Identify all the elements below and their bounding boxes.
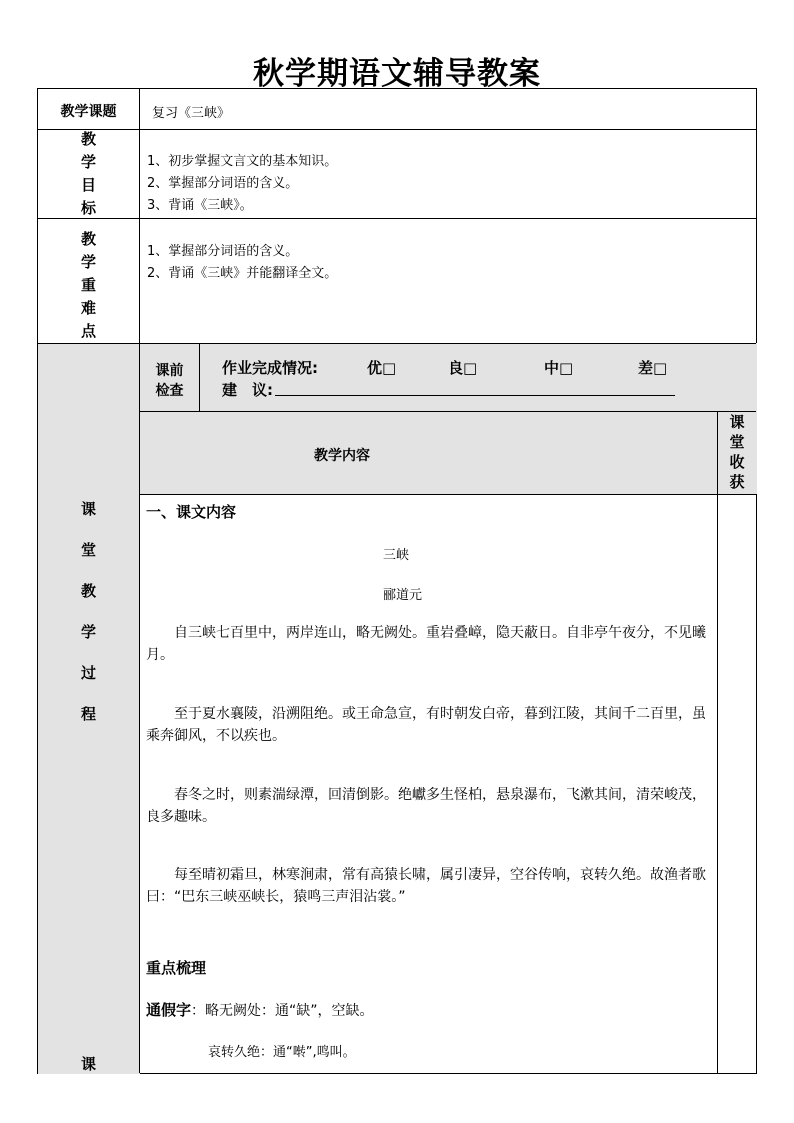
gains-label-char: 堂 <box>729 433 745 451</box>
gains-label-char: 收 <box>729 453 745 471</box>
process-label <box>38 489 139 735</box>
tongjia-line-2: 哀转久绝：通“啭”,鸣叫。 <box>208 1045 356 1060</box>
key-points-label-char: 难 <box>80 299 96 317</box>
process-label-char: 教 <box>80 582 96 600</box>
poem-title: 三峡 <box>383 548 410 563</box>
key-points-label-char: 教 <box>80 230 96 248</box>
section-heading-text: 一、课文内容 <box>146 503 237 521</box>
goals-list <box>147 151 337 217</box>
gains-label <box>718 412 756 492</box>
precheck-label-line: 检查 <box>155 383 184 399</box>
rating-excellent[interactable]: 优□ <box>367 359 397 377</box>
row-divider <box>140 494 756 495</box>
process-label-char: 程 <box>80 705 96 723</box>
rating-average[interactable]: 中□ <box>544 359 574 377</box>
tongjia-label: 通假字 <box>146 1001 192 1019</box>
precheck-label-line: 课前 <box>155 363 184 379</box>
rating-good[interactable]: 良□ <box>448 359 478 377</box>
goals-label-char: 教 <box>80 130 96 148</box>
col-divider <box>199 343 200 411</box>
content-header: 教学内容 <box>314 448 370 464</box>
col-divider <box>717 411 718 1073</box>
key-points-label-char: 点 <box>80 322 96 340</box>
gains-label-char: 课 <box>729 413 745 431</box>
goal-item: 3、背诵《三峡》。 <box>147 198 253 213</box>
key-points-label-char: 重 <box>80 276 96 294</box>
paragraph: 自三峡七百里中，两岸连山，略无阙处。重岩叠嶂，隐天蔽日。自非亭午夜分，不见曦月。 <box>146 625 706 663</box>
goal-item: 1、初步掌握文言文的基本知识。 <box>147 154 338 169</box>
key-points-label <box>38 228 139 343</box>
process-label-char: 学 <box>80 623 96 641</box>
key-point-item: 2、背诵《三峡》并能翻译全文。 <box>147 266 338 281</box>
homework-label: 作业完成情况: <box>222 359 318 377</box>
goals-label-char: 标 <box>80 199 96 217</box>
tongjia-line-1 <box>146 999 374 1020</box>
section-heading-key: 重点梳理 <box>146 959 207 977</box>
goals-label <box>38 128 139 220</box>
key-point-item: 1、掌握部分词语的含义。 <box>147 244 299 259</box>
lesson-topic-label: 教学课题 <box>60 104 117 120</box>
row-divider <box>38 343 756 344</box>
row-divider <box>38 218 756 219</box>
col-divider <box>139 89 140 1073</box>
process-label-char: 堂 <box>80 541 96 559</box>
goals-label-char: 学 <box>80 153 96 171</box>
lesson-plan-table <box>37 88 757 1074</box>
rating-poor[interactable]: 差□ <box>638 359 668 377</box>
goals-label-char: 目 <box>80 176 96 194</box>
lesson-topic-value: 复习《三峡》 <box>152 106 231 121</box>
goal-item: 2、掌握部分词语的含义。 <box>147 176 299 191</box>
poem-author: 郦道元 <box>383 588 423 603</box>
paragraph: 春冬之时，则素湍绿潭，回清倒影。绝巘多生怪柏，悬泉瀑布，飞漱其间，清荣峻茂，良多趣味。 <box>146 787 706 825</box>
process-label-char: 课 <box>80 500 96 518</box>
precheck-label <box>140 361 199 401</box>
advice-underline[interactable] <box>275 395 675 396</box>
paragraph: 每至晴初霜旦，林寒涧肃，常有高猿长啸，属引凄异，空谷传响，哀转久绝。故渔者歌曰：“巴东三峡巫峡长，猿鸣三声泪沾裳。” <box>146 867 706 905</box>
gains-label-char: 获 <box>729 473 745 491</box>
content-header-shade <box>140 411 757 494</box>
paragraph: 至于夏水襄陵，沿溯阻绝。或王命急宣，有时朝发白帝，暮到江陵，其间千二百里，虽乘奔御风，不以疾也。 <box>146 706 706 744</box>
key-points-label-char: 学 <box>80 253 96 271</box>
tongjia-text: ：略无阙处：通“缺”，空缺。 <box>191 1003 374 1019</box>
row-divider <box>140 411 756 412</box>
process-label-char: 过 <box>80 664 96 682</box>
process-label-continued: 课 <box>80 1055 96 1073</box>
row-divider <box>38 129 756 130</box>
key-points-list <box>147 241 337 285</box>
advice-label: 建 议: <box>222 381 273 399</box>
page-title: 秋学期语文辅导教案 <box>253 56 541 92</box>
